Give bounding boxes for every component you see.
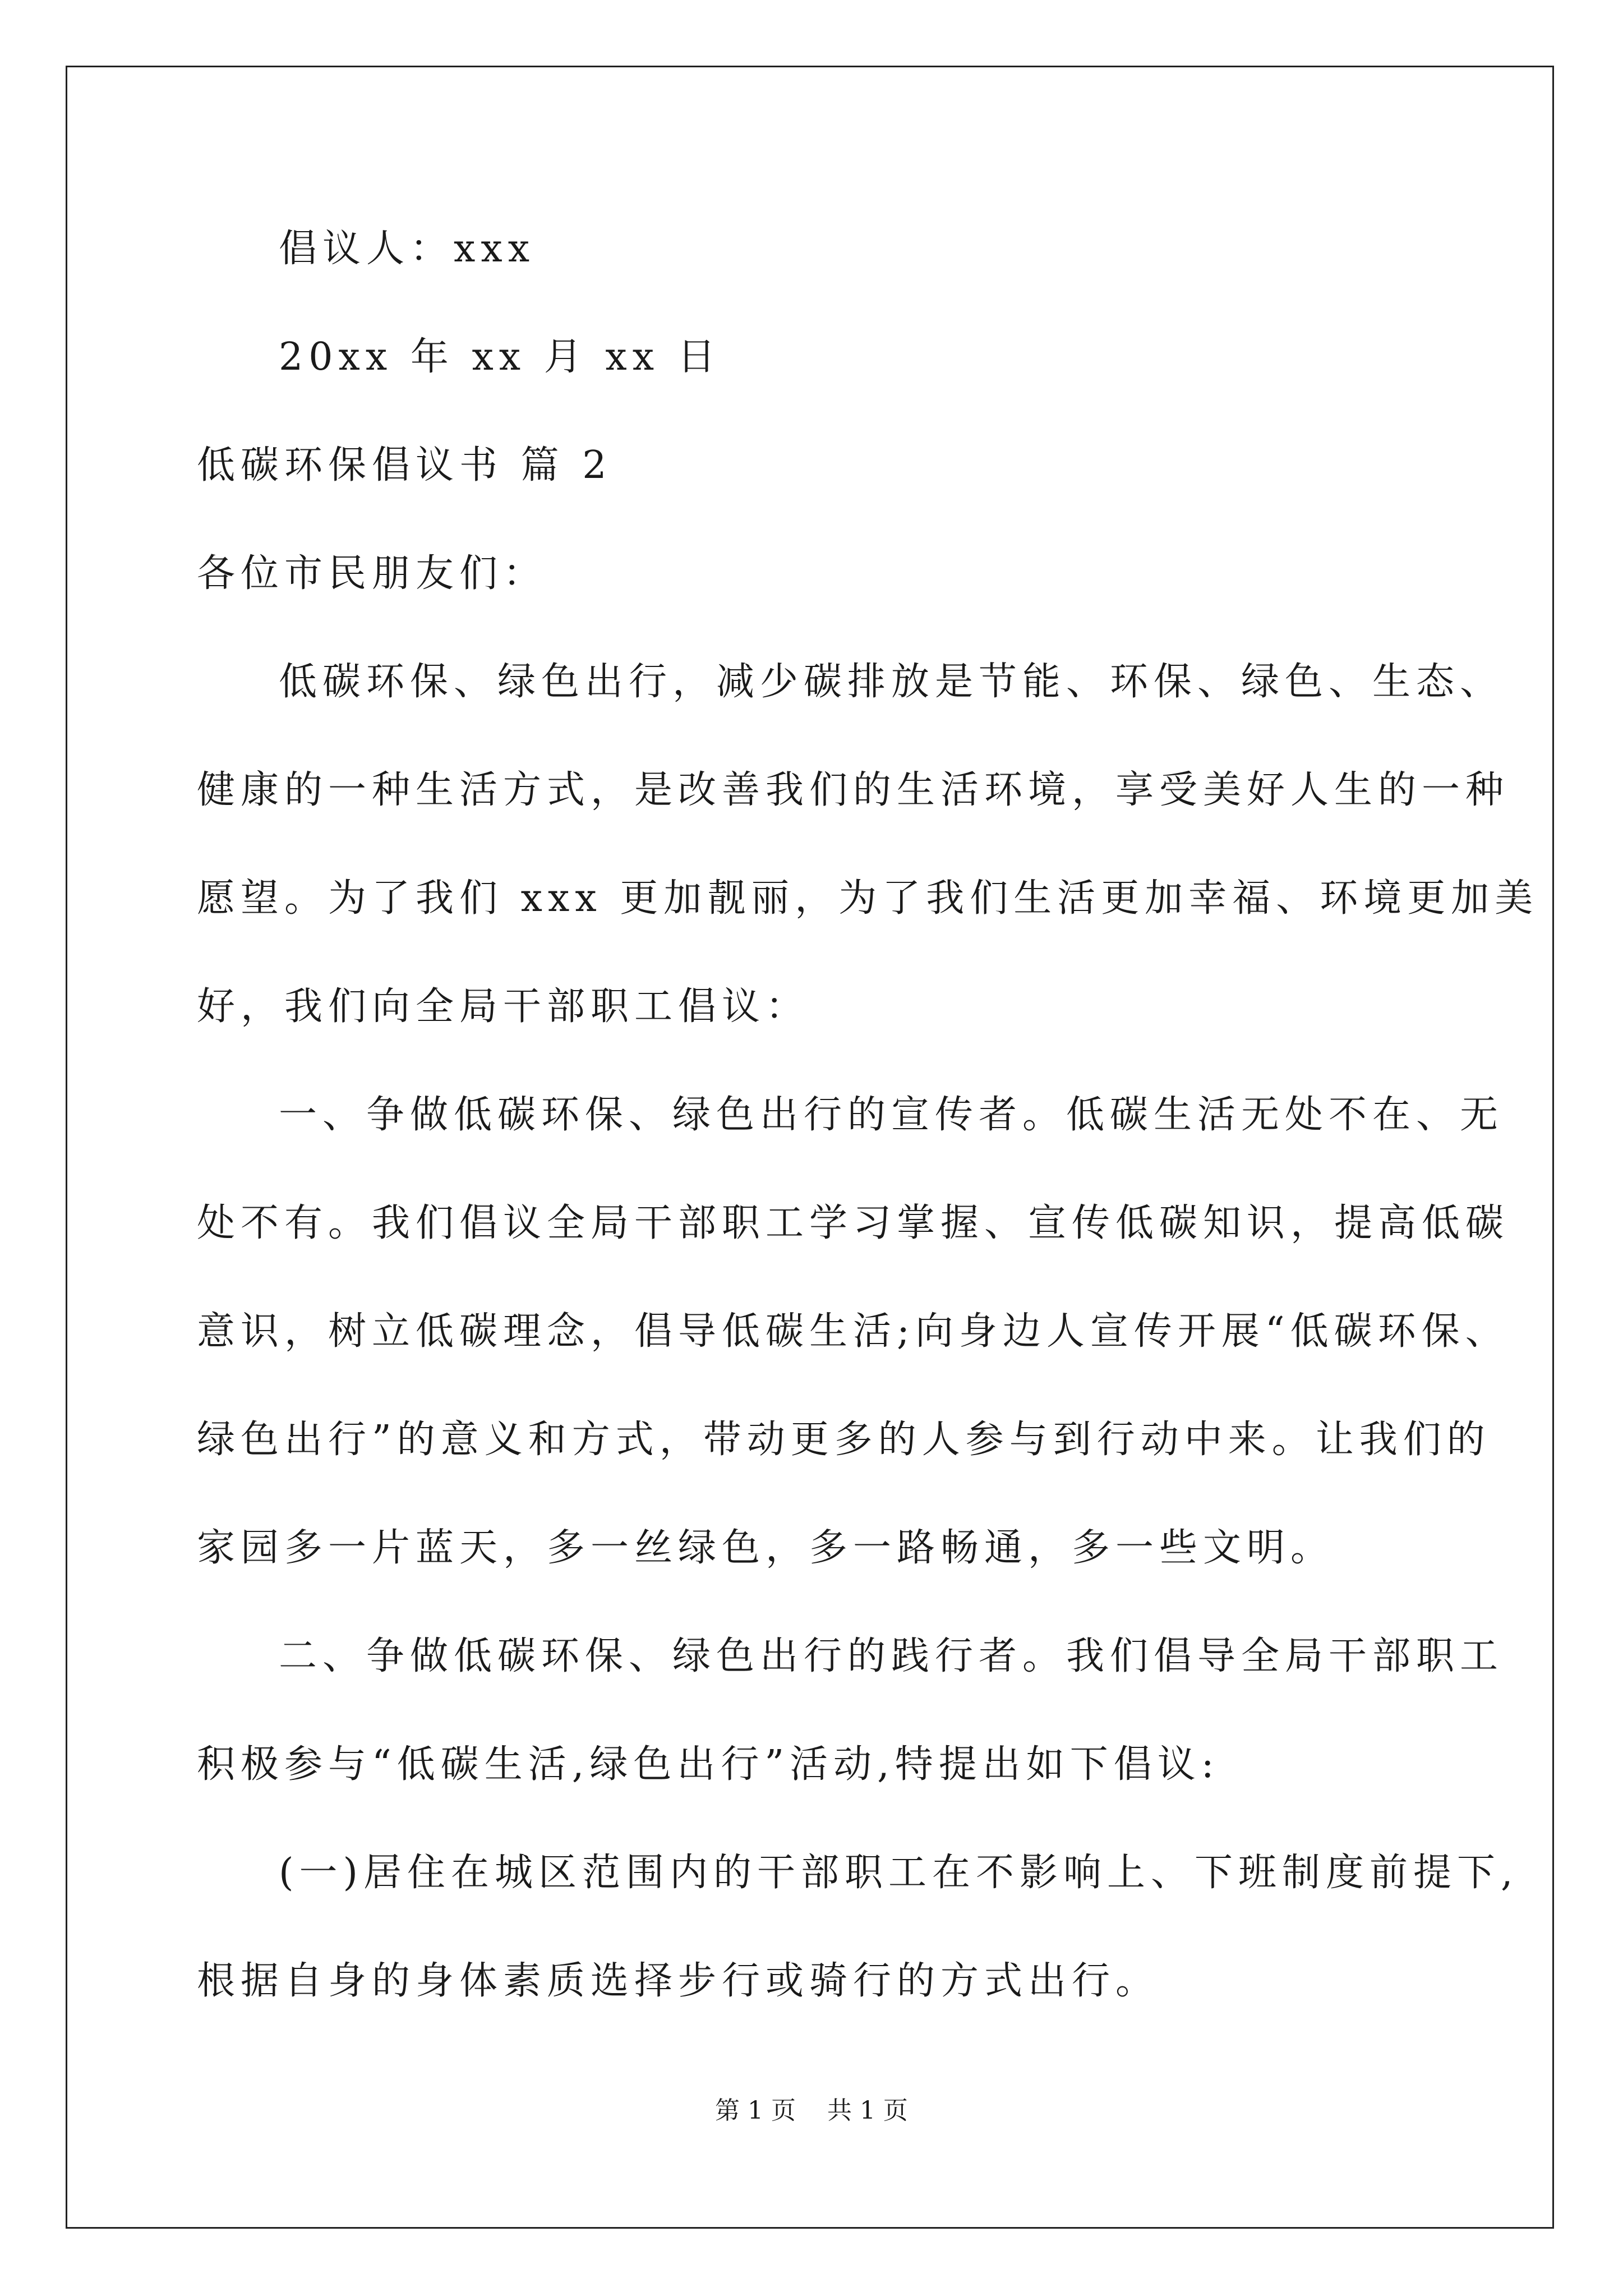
paragraph-line: 二、争做低碳环保、绿色出行的践行者。我们倡导全局干部职工	[279, 1634, 1504, 1678]
salutation: 各位市民朋友们：	[197, 551, 547, 596]
paragraph-line: 积极参与“低碳生活,绿色出行”活动,特提出如下倡议:	[197, 1742, 1220, 1787]
page-border	[66, 66, 1554, 2229]
paragraph-line: (一)居住在城区范围内的干部职工在不影响上、下班制度前提下,	[279, 1851, 1519, 1895]
paragraph-line: 家园多一片蓝天，多一丝绿色，多一路畅通，多一些文明。	[197, 1526, 1335, 1570]
paragraph-line: 绿色出行”的意义和方式，带动更多的人参与到行动中来。让我们的	[197, 1418, 1491, 1462]
section-heading: 低碳环保倡议书 篇 2	[197, 443, 612, 487]
paragraph-line: 根据自身的身体素质选择步行或骑行的方式出行。	[197, 1959, 1160, 2003]
page-footer: 第 1 页 共 1 页	[715, 2096, 908, 2125]
paragraph-line: 好，我们向全局干部职工倡议：	[197, 984, 810, 1029]
paragraph-line: 愿望。为了我们 xxx 更加靓丽，为了我们生活更加幸福、环境更加美	[197, 876, 1539, 921]
paragraph-line: 健康的一种生活方式，是改善我们的生活环境，享受美好人生的一种	[197, 768, 1510, 812]
paragraph-line: 低碳环保、绿色出行，减少碳排放是节能、环保、绿色、生态、	[279, 660, 1504, 704]
paragraph-line: 一、争做低碳环保、绿色出行的宣传者。低碳生活无处不在、无	[279, 1093, 1504, 1137]
paragraph-line: 意识，树立低碳理念，倡导低碳生活;向身边人宣传开展“低碳环保、	[197, 1309, 1509, 1354]
paragraph-line: 处不有。我们倡议全局干部职工学习掌握、宣传低碳知识，提高低碳	[197, 1201, 1510, 1245]
date-line: 20xx 年 xx 月 xx 日	[279, 335, 721, 379]
proposer-line: 倡议人：xxx	[279, 227, 536, 271]
